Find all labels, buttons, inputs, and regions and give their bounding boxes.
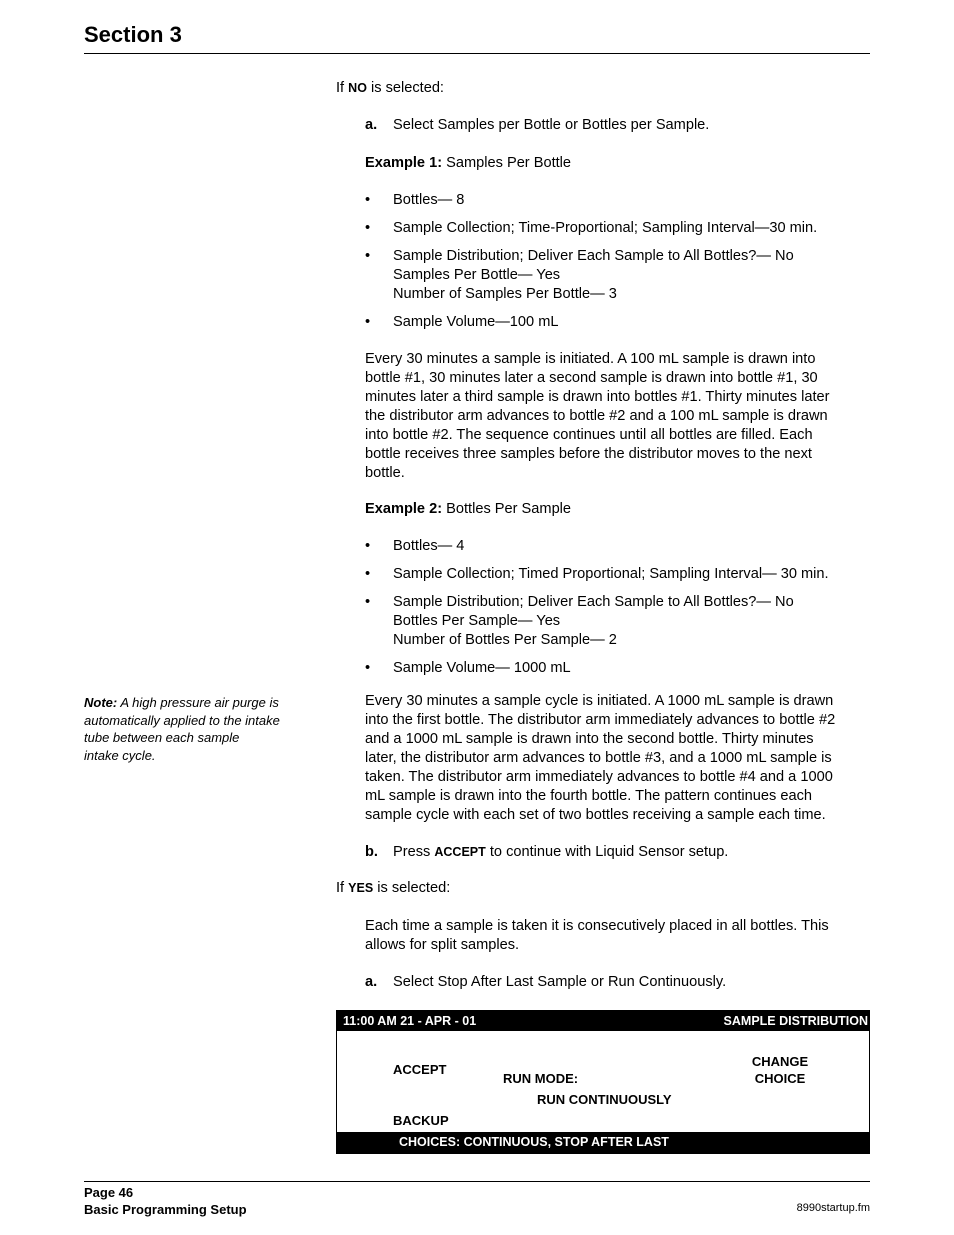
step-b-text <box>393 843 728 862</box>
footer-left <box>84 1184 247 1218</box>
change-choice-softkey[interactable] <box>727 1053 833 1087</box>
paragraph-line: mL sample is drawn into the fourth bottle. The pattern continues each <box>365 788 812 804</box>
example1-label: Example 1: <box>365 155 443 171</box>
controller-screen <box>336 1010 870 1154</box>
step-b-letter: b. <box>365 844 378 860</box>
paragraph-line: bottle #1, 30 minutes later a second sample is drawn into bottle #1, 30 <box>365 370 818 386</box>
backup-softkey[interactable]: BACKUP <box>393 1113 449 1128</box>
step-a1-letter: a. <box>365 117 378 133</box>
example1-bullet-3-line-2: Samples Per Bottle— Yes <box>393 267 561 283</box>
if-yes-suffix: is selected: <box>377 880 451 896</box>
example1-bullet-2: Sample Collection; Time-Proportional; Sampling Interval—30 min. <box>393 220 818 236</box>
example1-bullet-4: Sample Volume—100 mL <box>393 314 559 330</box>
step-a2-text: Select Stop After Last Sample or Run Continuously. <box>393 974 727 990</box>
if-yes-heading <box>336 879 450 898</box>
note-line: tube between each sample <box>84 730 240 745</box>
choice-label: CHOICE <box>754 1071 806 1086</box>
example2-bullet-3-line-1: Sample Distribution; Deliver Each Sample to All Bottles?— No <box>393 594 794 610</box>
footer-rule <box>84 1181 870 1182</box>
bullet-icon: • <box>365 594 371 610</box>
bullet-icon: • <box>365 314 371 330</box>
note-line: automatically applied to the intake <box>84 712 280 728</box>
bullet-icon: • <box>365 566 371 582</box>
side-note <box>84 694 304 764</box>
yes-paragraph <box>365 917 870 955</box>
paragraph-line: bottle. <box>365 465 405 481</box>
bullet-icon: • <box>365 220 371 236</box>
choices-text: CHOICES: CONTINUOUS, STOP AFTER LAST <box>399 1135 669 1149</box>
example2-bullet-1: Bottles— 4 <box>393 538 465 554</box>
paragraph-line: into the first bottle. The distributor arm immediately advances to bottle #2 <box>365 712 836 728</box>
example1-bullet-3 <box>393 247 794 304</box>
paragraph-line: minutes later a third sample is drawn into bottles #1. Thirty minutes later <box>365 389 830 405</box>
step-b-suffix: to continue with Liquid Sensor setup. <box>489 844 729 860</box>
paragraph-line: taken. The distributor arm immediately advances to bottle #4 and a 1000 <box>365 769 833 785</box>
example2-bullet-3-line-2: Bottles Per Sample— Yes <box>393 613 561 629</box>
bullet-icon: • <box>365 660 371 676</box>
example1-title: Samples Per Bottle <box>446 155 572 171</box>
example2-bullet-4: Sample Volume— 1000 mL <box>393 660 571 676</box>
paragraph-line: Every 30 minutes a sample is initiated. A 100 mL sample is drawn into <box>365 351 816 367</box>
example2-bullet-3-line-3: Number of Bottles Per Sample— 2 <box>393 632 617 648</box>
screen-footer <box>337 1132 869 1153</box>
accept-softkey[interactable]: ACCEPT <box>393 1062 447 1077</box>
note-line: A high pressure air purge is <box>120 695 279 710</box>
example1-heading <box>365 154 571 173</box>
paragraph-line: into bottle #2. The sequence continues until all bottles are filled. Each <box>365 427 813 443</box>
example2-bullet-2: Sample Collection; Timed Proportional; Sampling Interval— 30 min. <box>393 566 829 582</box>
paragraph-line: and a 1000 mL sample is drawn into the second bottle. Thirty minutes <box>365 731 814 747</box>
bullet-icon: • <box>365 248 371 264</box>
paragraph-line: sample cycle with each set of two bottles receiving a sample each time. <box>365 807 826 823</box>
example2-bullet-3 <box>393 593 794 650</box>
paragraph-line: bottle receives three samples before the distributor moves to the next <box>365 446 812 462</box>
chapter-title: Basic Programming Setup <box>84 1202 247 1217</box>
example1-bullet-1: Bottles— 8 <box>393 192 465 208</box>
example2-paragraph <box>365 692 870 825</box>
if-no-heading <box>336 79 444 98</box>
paragraph-line: the distributor arm advances to bottle #2 and a 100 mL sample is drawn <box>365 408 828 424</box>
screen-title: SAMPLE DISTRIBUTION <box>723 1014 868 1028</box>
paragraph-line: later, the distributor arm advances to bottle #3, and a 1000 mL sample is <box>365 750 832 766</box>
step-a2-letter: a. <box>365 974 378 990</box>
if-yes-keyword: YES <box>348 881 374 895</box>
note-line: intake cycle. <box>84 747 156 763</box>
screen-time: 11:00 AM 21 - APR - 01 <box>343 1014 477 1028</box>
example2-title: Bottles Per Sample <box>446 501 572 517</box>
paragraph-line: Each time a sample is taken it is consecutively placed in all bottles. This <box>365 918 829 934</box>
step-a1-text: Select Samples per Bottle or Bottles per Sample. <box>393 117 710 133</box>
note-label: Note: <box>84 695 118 710</box>
if-yes-prefix: If <box>336 880 345 896</box>
example1-bullet-3-line-3: Number of Samples Per Bottle— 3 <box>393 286 617 302</box>
header-rule <box>84 53 870 54</box>
example2-heading <box>365 500 571 519</box>
step-b-keyword: ACCEPT <box>434 845 486 859</box>
example1-paragraph <box>365 350 870 483</box>
file-name: 8990startup.fm <box>796 1202 870 1214</box>
example1-bullet-3-line-1: Sample Distribution; Deliver Each Sample to All Bottles?— No <box>393 248 794 264</box>
paragraph-line: Every 30 minutes a sample cycle is initiated. A 1000 mL sample is drawn <box>365 693 834 709</box>
screen-header <box>337 1011 869 1031</box>
if-no-prefix: If <box>336 80 345 96</box>
change-label: CHANGE <box>751 1054 809 1069</box>
section-title: Section 3 <box>84 22 182 47</box>
if-no-keyword: NO <box>348 81 367 95</box>
bullet-icon: • <box>365 538 371 554</box>
run-mode-label: RUN MODE: <box>503 1071 579 1086</box>
example2-label: Example 2: <box>365 501 443 517</box>
page-number: Page 46 <box>84 1185 134 1200</box>
run-mode-value: RUN CONTINUOUSLY <box>537 1092 672 1107</box>
step-b-prefix: Press <box>393 844 431 860</box>
if-no-suffix: is selected: <box>370 80 444 96</box>
paragraph-line: allows for split samples. <box>365 937 520 953</box>
bullet-icon: • <box>365 192 371 208</box>
